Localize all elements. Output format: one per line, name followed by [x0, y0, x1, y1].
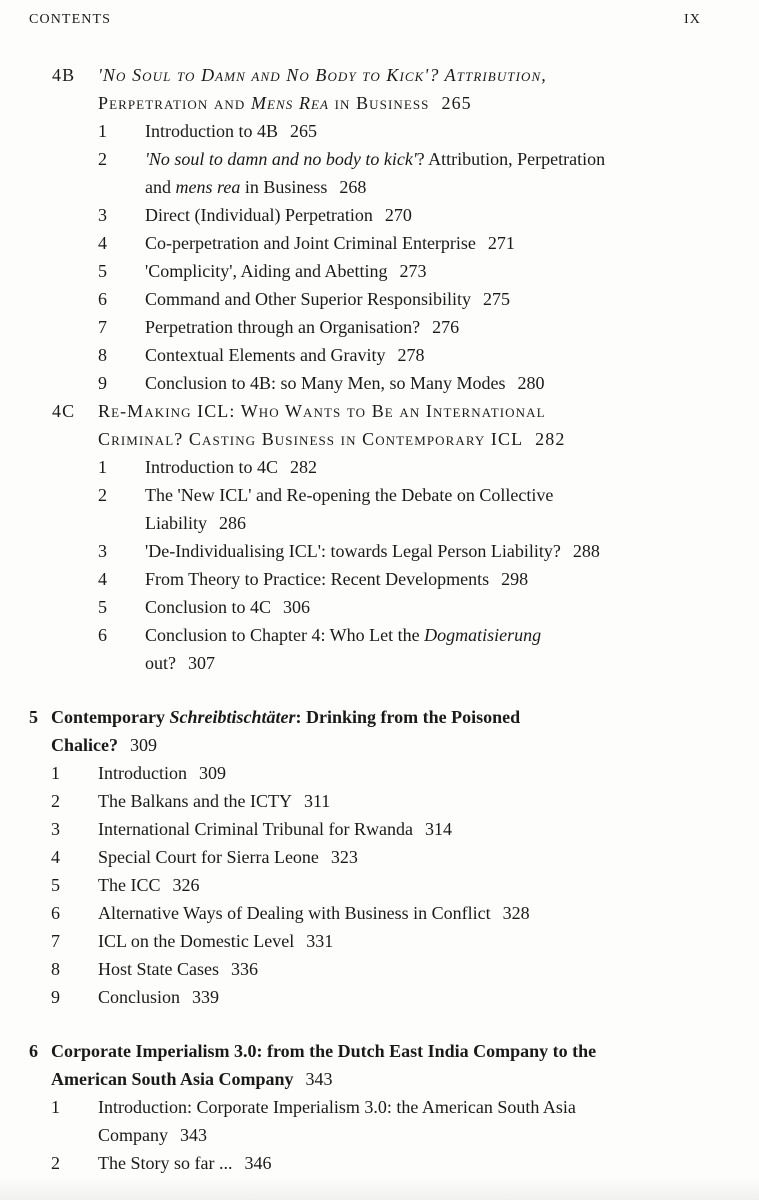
entry-title: Command and Other Superior Responsibility	[145, 289, 471, 309]
page-ref: 328	[502, 903, 530, 923]
page-ref: 346	[244, 1153, 272, 1173]
entry-title: Conclusion to 4B: so Many Men, so Many Modes	[145, 373, 506, 393]
entry-title: The Story so far ...	[98, 1153, 233, 1173]
page-ref: 307	[188, 653, 215, 673]
chapter-title: Corporate Imperialism 3.0: from the Dutch East India Company to the	[51, 1041, 597, 1061]
running-header	[29, 12, 701, 28]
page-number: IX	[683, 12, 701, 27]
page-ref: 275	[482, 289, 510, 309]
page-ref: 286	[219, 513, 246, 533]
entry-number: 1	[98, 457, 107, 477]
page-ref: 336	[231, 959, 258, 979]
entry-number: 2	[51, 791, 60, 811]
entry-title: Introduction	[98, 763, 187, 783]
entry-number: 3	[51, 819, 60, 839]
entry-title: Host State Cases	[98, 959, 219, 979]
chapter-title: Contemporary Schreibtischtäter: Drinking from the Poisoned	[51, 707, 521, 727]
page-ref: 306	[283, 597, 311, 617]
chapter-number: 6	[29, 1041, 38, 1061]
page-ref: 276	[432, 317, 460, 337]
page-ref: 270	[384, 205, 412, 225]
page-ref: 280	[517, 373, 545, 393]
page-ref: 311	[303, 791, 331, 811]
part-title: Re-Making ICL: Who Wants to Be an International	[98, 401, 546, 421]
page-ref: 343	[305, 1069, 333, 1089]
entry-number: 1	[51, 1097, 60, 1117]
entry-number: 2	[98, 149, 107, 169]
entry-number: 1	[98, 121, 107, 141]
chapter-number: 5	[29, 707, 38, 727]
page-ref: 282	[535, 429, 566, 449]
entry-title: 'Complicity', Aiding and Abetting	[145, 261, 388, 281]
entry-title: ICL on the Domestic Level	[98, 931, 295, 951]
entry-title: Direct (Individual) Perpetration	[145, 205, 373, 225]
running-header-title: CONTENTS	[29, 12, 112, 27]
page-ref: 326	[172, 875, 200, 895]
entry-title: The Balkans and the ICTY	[98, 791, 292, 811]
entry-title: Alternative Ways of Dealing with Business in Conflict	[98, 903, 491, 923]
page-ref: 271	[487, 233, 515, 253]
entry-title: Contextual Elements and Gravity	[145, 345, 386, 365]
entry-title: Introduction: Corporate Imperialism 3.0: the American South Asia	[98, 1097, 576, 1117]
entry-title: Conclusion to 4C	[145, 597, 272, 617]
entry-number: 9	[51, 987, 60, 1007]
page-ref: 343	[180, 1125, 207, 1145]
entry-number: 6	[98, 289, 107, 309]
entry-number: 6	[98, 625, 107, 645]
entry-number: 4	[98, 233, 107, 253]
page-ref: 339	[192, 987, 220, 1007]
page-ref: 265	[290, 121, 317, 141]
entry-number: 3	[98, 541, 107, 561]
page-ref: 314	[424, 819, 452, 839]
part-title: 'No Soul to Damn and No Body to Kick'? Attribution,	[98, 65, 547, 85]
entry-number: 4	[98, 569, 107, 589]
page-ref: 309	[198, 763, 226, 783]
entry-title: 'De-Individualising ICL': towards Legal Person Liability?	[145, 541, 561, 561]
entry-title: The 'New ICL' and Re-opening the Debate on Collective	[145, 485, 554, 505]
page-ref: 282	[290, 457, 317, 477]
entry-number: 1	[51, 763, 60, 783]
entry-title: Perpetration through an Organisation?	[145, 317, 421, 337]
entry-number: 7	[98, 317, 107, 337]
entry-title: Conclusion	[98, 987, 181, 1007]
entry-number: 2	[51, 1153, 60, 1173]
entry-number: 4	[51, 847, 60, 867]
entry-title: International Criminal Tribunal for Rwanda	[98, 819, 413, 839]
part-number: 4B	[52, 65, 76, 85]
entry-number: 3	[98, 205, 107, 225]
entry-title: From Theory to Practice: Recent Developments	[145, 569, 490, 589]
entry-number: 8	[51, 959, 60, 979]
entry-number: 5	[98, 597, 107, 617]
entry-title: Introduction to 4B	[145, 121, 278, 141]
page-ref: 278	[397, 345, 425, 365]
entry-title: The ICC	[98, 875, 161, 895]
entry-number: 8	[98, 345, 107, 365]
entry-title: Introduction to 4C	[145, 457, 278, 477]
page-ref: 288	[572, 541, 600, 561]
page-ref: 331	[306, 931, 334, 951]
entry-title: Special Court for Sierra Leone	[98, 847, 319, 867]
entry-number: 9	[98, 373, 107, 393]
entry-number: 2	[98, 485, 107, 505]
page-ref: 309	[130, 735, 157, 755]
page-ref: 298	[501, 569, 529, 589]
part-number: 4C	[52, 401, 76, 421]
entry-number: 5	[98, 261, 107, 281]
page-edge	[0, 1178, 759, 1200]
page-ref: 265	[441, 93, 472, 113]
entry-number: 6	[51, 903, 60, 923]
page-ref: 268	[339, 177, 367, 197]
page-ref: 273	[399, 261, 427, 281]
entry-number: 5	[51, 875, 60, 895]
entry-number: 7	[51, 931, 60, 951]
entry-title: Co-perpetration and Joint Criminal Enterprise	[145, 233, 476, 253]
page-ref: 323	[330, 847, 358, 867]
